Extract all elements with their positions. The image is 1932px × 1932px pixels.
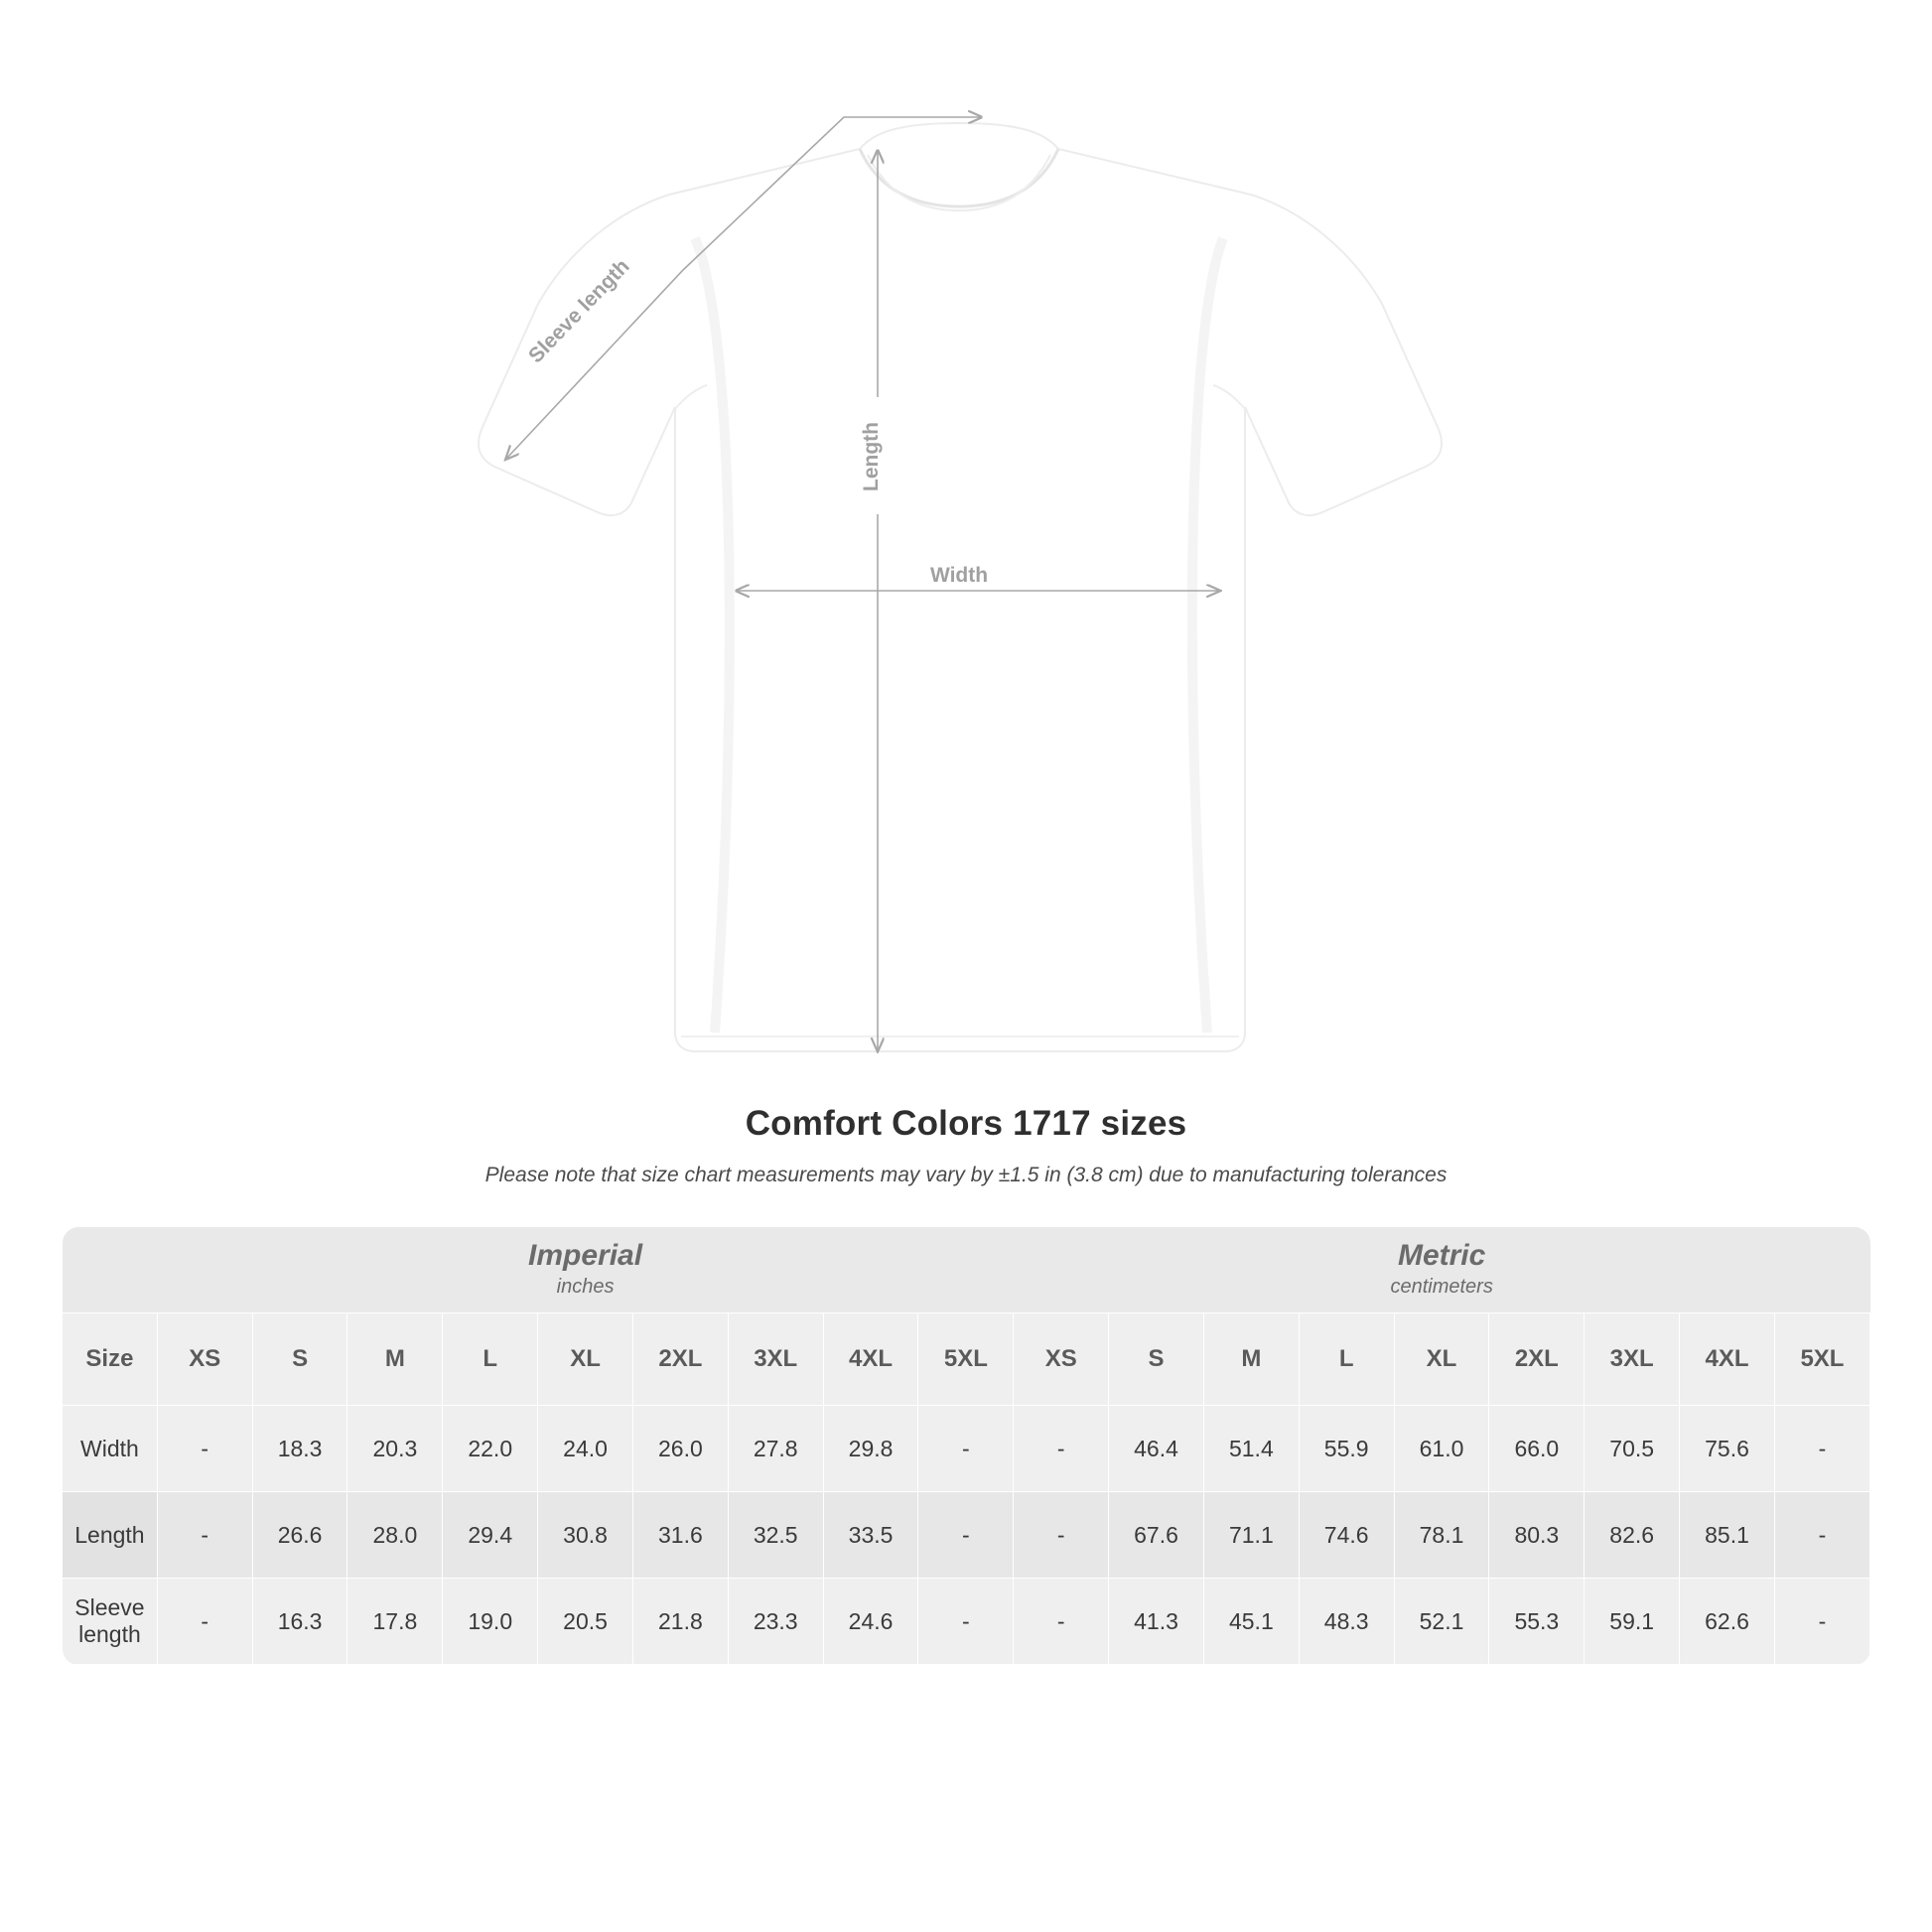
cell-sleeve-metric-xl: 52.1 bbox=[1394, 1579, 1489, 1665]
cell-width-imperial-s: 18.3 bbox=[252, 1406, 347, 1492]
cell-sleeve-imperial-4xl: 24.6 bbox=[823, 1579, 918, 1665]
cell-length-metric-3xl: 82.6 bbox=[1585, 1492, 1680, 1579]
size-col-metric-4xl: 4XL bbox=[1680, 1313, 1775, 1406]
table-row bbox=[63, 1406, 1870, 1492]
cell-width-imperial-l: 22.0 bbox=[443, 1406, 538, 1492]
size-col-imperial-5xl: 5XL bbox=[918, 1313, 1014, 1406]
cell-sleeve-metric-m: 45.1 bbox=[1203, 1579, 1299, 1665]
length-label: Length bbox=[860, 422, 883, 491]
cell-width-imperial-5xl: - bbox=[918, 1406, 1014, 1492]
cell-sleeve-imperial-s: 16.3 bbox=[252, 1579, 347, 1665]
cell-sleeve-metric-s: 41.3 bbox=[1109, 1579, 1204, 1665]
cell-sleeve-metric-xs: - bbox=[1014, 1579, 1109, 1665]
cell-length-imperial-xs: - bbox=[157, 1492, 252, 1579]
cell-sleeve-metric-5xl: - bbox=[1774, 1579, 1869, 1665]
row-label-width: Width bbox=[63, 1406, 158, 1492]
size-col-metric-xl: XL bbox=[1394, 1313, 1489, 1406]
cell-length-imperial-2xl: 31.6 bbox=[632, 1492, 728, 1579]
cell-width-imperial-m: 20.3 bbox=[347, 1406, 443, 1492]
cell-width-metric-m: 51.4 bbox=[1203, 1406, 1299, 1492]
tolerance-note: Please note that size chart measurements may vary by ±1.5 in (3.8 cm) due to manufacturing tolerances bbox=[484, 1164, 1448, 1186]
size-col-imperial-2xl: 2XL bbox=[632, 1313, 728, 1406]
size-col-metric-3xl: 3XL bbox=[1585, 1313, 1680, 1406]
cell-sleeve-imperial-2xl: 21.8 bbox=[632, 1579, 728, 1665]
size-col-imperial-xl: XL bbox=[538, 1313, 633, 1406]
cell-sleeve-metric-2xl: 55.3 bbox=[1489, 1579, 1585, 1665]
cell-sleeve-imperial-l: 19.0 bbox=[443, 1579, 538, 1665]
cell-sleeve-imperial-5xl: - bbox=[918, 1579, 1014, 1665]
cell-width-metric-xs: - bbox=[1014, 1406, 1109, 1492]
size-header-label: Size bbox=[63, 1313, 158, 1406]
cell-length-metric-m: 71.1 bbox=[1203, 1492, 1299, 1579]
cell-width-metric-4xl: 75.6 bbox=[1680, 1406, 1775, 1492]
cell-length-imperial-4xl: 33.5 bbox=[823, 1492, 918, 1579]
width-label: Width bbox=[929, 564, 989, 587]
cell-length-imperial-xl: 30.8 bbox=[538, 1492, 633, 1579]
size-col-imperial-l: L bbox=[443, 1313, 538, 1406]
cell-length-metric-l: 74.6 bbox=[1299, 1492, 1394, 1579]
cell-length-metric-2xl: 80.3 bbox=[1489, 1492, 1585, 1579]
size-col-metric-5xl: 5XL bbox=[1774, 1313, 1869, 1406]
cell-length-metric-s: 67.6 bbox=[1109, 1492, 1204, 1579]
cell-width-imperial-3xl: 27.8 bbox=[728, 1406, 823, 1492]
cell-length-imperial-s: 26.6 bbox=[252, 1492, 347, 1579]
size-header-row bbox=[63, 1313, 1870, 1406]
size-table-wrapper bbox=[62, 1227, 1870, 1665]
row-label-sleeve-length: Sleeve length bbox=[63, 1579, 158, 1665]
cell-length-imperial-3xl: 32.5 bbox=[728, 1492, 823, 1579]
cell-length-imperial-5xl: - bbox=[918, 1492, 1014, 1579]
cell-length-metric-5xl: - bbox=[1774, 1492, 1869, 1579]
table-corner bbox=[63, 1227, 158, 1313]
cell-sleeve-metric-l: 48.3 bbox=[1299, 1579, 1394, 1665]
title-block bbox=[0, 1104, 1932, 1187]
unit-sub-metric: centimeters bbox=[1390, 1276, 1493, 1299]
row-label-length: Length bbox=[63, 1492, 158, 1579]
unit-header-imperial bbox=[157, 1227, 1013, 1313]
cell-sleeve-metric-3xl: 59.1 bbox=[1585, 1579, 1680, 1665]
table-row bbox=[63, 1492, 1870, 1579]
unit-header-metric bbox=[1014, 1227, 1870, 1313]
cell-length-metric-xs: - bbox=[1014, 1492, 1109, 1579]
cell-sleeve-imperial-3xl: 23.3 bbox=[728, 1579, 823, 1665]
size-col-imperial-s: S bbox=[252, 1313, 347, 1406]
cell-width-metric-l: 55.9 bbox=[1299, 1406, 1394, 1492]
cell-width-metric-2xl: 66.0 bbox=[1489, 1406, 1585, 1492]
size-col-metric-s: S bbox=[1109, 1313, 1204, 1406]
size-col-imperial-xs: XS bbox=[157, 1313, 252, 1406]
unit-name-metric: Metric bbox=[1397, 1238, 1486, 1272]
cell-width-metric-5xl: - bbox=[1774, 1406, 1869, 1492]
size-col-metric-xs: XS bbox=[1014, 1313, 1109, 1406]
cell-width-metric-3xl: 70.5 bbox=[1585, 1406, 1680, 1492]
cell-sleeve-imperial-xs: - bbox=[157, 1579, 252, 1665]
cell-sleeve-metric-4xl: 62.6 bbox=[1680, 1579, 1775, 1665]
cell-length-metric-xl: 78.1 bbox=[1394, 1492, 1489, 1579]
unit-name-imperial: Imperial bbox=[528, 1238, 643, 1272]
cell-width-imperial-4xl: 29.8 bbox=[823, 1406, 918, 1492]
size-col-imperial-m: M bbox=[347, 1313, 443, 1406]
size-col-imperial-4xl: 4XL bbox=[823, 1313, 918, 1406]
cell-width-metric-xl: 61.0 bbox=[1394, 1406, 1489, 1492]
cell-width-imperial-xl: 24.0 bbox=[538, 1406, 633, 1492]
cell-width-imperial-2xl: 26.0 bbox=[632, 1406, 728, 1492]
cell-sleeve-imperial-xl: 20.5 bbox=[538, 1579, 633, 1665]
sleeve-length-label: Sleeve length bbox=[524, 254, 634, 368]
cell-sleeve-imperial-m: 17.8 bbox=[347, 1579, 443, 1665]
cell-length-imperial-l: 29.4 bbox=[443, 1492, 538, 1579]
size-col-metric-m: M bbox=[1203, 1313, 1299, 1406]
cell-width-imperial-xs: - bbox=[157, 1406, 252, 1492]
size-table bbox=[62, 1227, 1870, 1665]
page-title: Comfort Colors 1717 sizes bbox=[745, 1104, 1187, 1143]
cell-width-metric-s: 46.4 bbox=[1109, 1406, 1204, 1492]
unit-sub-imperial: inches bbox=[556, 1276, 615, 1299]
unit-header-row bbox=[63, 1227, 1870, 1313]
size-col-imperial-3xl: 3XL bbox=[728, 1313, 823, 1406]
cell-length-metric-4xl: 85.1 bbox=[1680, 1492, 1775, 1579]
table-row bbox=[63, 1579, 1870, 1665]
size-col-metric-2xl: 2XL bbox=[1489, 1313, 1585, 1406]
cell-length-imperial-m: 28.0 bbox=[347, 1492, 443, 1579]
size-col-metric-l: L bbox=[1299, 1313, 1394, 1406]
